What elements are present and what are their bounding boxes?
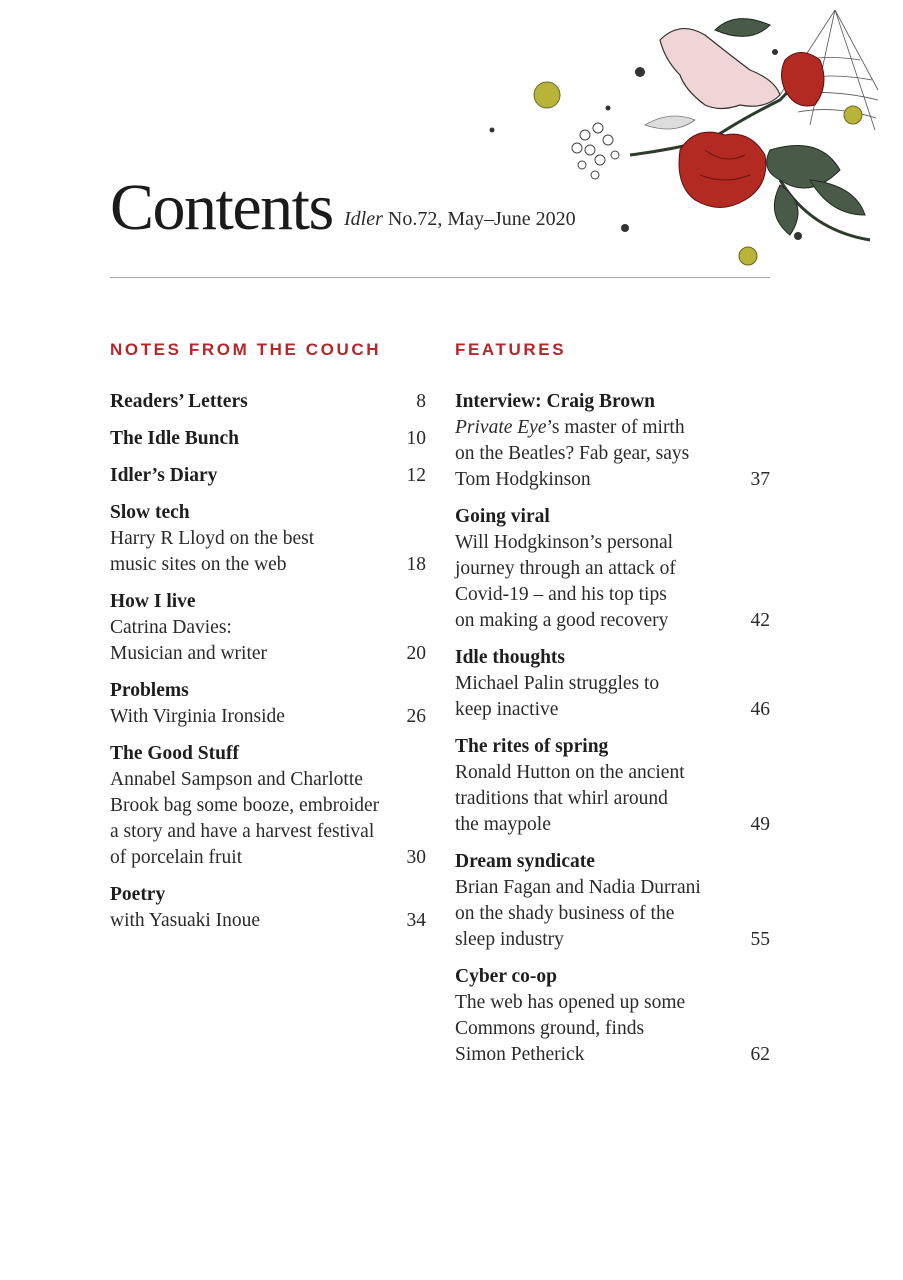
contents-entry[interactable] [455, 504, 770, 634]
entry-title: Slow tech [110, 502, 190, 523]
section-title-notes: NOTES FROM THE COUCH [110, 340, 382, 359]
contents-entry[interactable] [110, 463, 426, 489]
contents-entry[interactable] [110, 389, 426, 415]
page-number: 46 [750, 699, 770, 720]
page-number: 26 [406, 706, 426, 727]
entry-description-text: Will Hodgkinson’s personal journey through an attack of Covid-19 – and his top tips on making a good recovery [455, 532, 676, 631]
entry-title: Problems [110, 680, 189, 701]
entry-description [455, 415, 770, 493]
entry-title: Idle thoughts [455, 647, 565, 668]
entry-description-text: Brian Fagan and Nadia Durrani on the shady business of the sleep industry [455, 877, 701, 950]
page-number: 12 [406, 465, 426, 486]
entry-title: The Good Stuff [110, 743, 239, 764]
flower-hand-illustration [480, 0, 903, 280]
page-number: 18 [406, 554, 426, 575]
entry-description-italic: Private Eye [455, 417, 547, 438]
contents-entry[interactable] [110, 741, 426, 871]
entry-title: Interview: Craig Brown [455, 391, 656, 412]
entry-title: How I live [110, 591, 196, 612]
contents-entry[interactable] [455, 849, 770, 953]
page-number: 30 [406, 847, 426, 868]
entry-title: The rites of spring [455, 736, 609, 757]
contents-entry[interactable] [455, 645, 770, 723]
contents-entry[interactable] [455, 389, 770, 493]
entry-description-text: Annabel Sampson and Charlotte Brook bag some booze, embroider a story and have a harvest festival of porcelain fruit [110, 769, 380, 868]
page-number: 8 [416, 391, 426, 412]
hand-icon [660, 29, 780, 109]
entry-description-text: Michael Palin struggles to keep inactive [455, 673, 660, 720]
features-column [455, 338, 770, 1079]
white-flower-cluster-icon [572, 123, 619, 179]
page-number: 20 [406, 643, 426, 664]
page-number: 37 [750, 469, 770, 490]
entry-description [110, 704, 426, 730]
entry-description-text: with Yasuaki Inoue [110, 910, 261, 931]
entry-description [455, 760, 770, 838]
entry-title: Cyber co-op [455, 966, 558, 987]
magazine-name: Idler [344, 208, 383, 230]
issue-line [344, 208, 576, 231]
page-number: 34 [406, 910, 426, 931]
entry-description [110, 615, 426, 667]
entry-description-text: With Virginia Ironside [110, 706, 285, 727]
page-number: 10 [406, 428, 426, 449]
contents-entry[interactable] [110, 426, 426, 452]
entry-description-text: Harry R Lloyd on the best music sites on the web [110, 528, 315, 575]
contents-entry[interactable] [455, 964, 770, 1068]
entry-description-text: The web has opened up some Commons ground, finds Simon Petherick [455, 992, 686, 1065]
section-title-features: FEATURES [455, 340, 567, 359]
entry-description [110, 526, 426, 578]
contents-entry[interactable] [455, 734, 770, 838]
entry-description [110, 767, 426, 871]
page-number: 49 [750, 814, 770, 835]
entry-title: Idler’s Diary [110, 465, 218, 486]
page-number: 55 [750, 929, 770, 950]
entry-description-text: ’s master of mirth on the Beatles? Fab gear, says Tom Hodgkinson [455, 417, 690, 490]
entry-title: Readers’ Letters [110, 391, 248, 412]
entry-description [455, 671, 770, 723]
entry-description-text: Catrina Davies: Musician and writer [110, 617, 268, 664]
entry-description [110, 908, 426, 934]
features-entry-list [455, 389, 770, 1068]
contents-entry[interactable] [110, 500, 426, 578]
page-title: Contents [110, 171, 333, 244]
issue-info: No.72, May–June 2020 [382, 208, 576, 230]
entry-description [455, 990, 770, 1068]
entry-description [455, 875, 770, 953]
contents-entry[interactable] [110, 678, 426, 730]
entry-description [455, 530, 770, 634]
contents-entry[interactable] [110, 589, 426, 667]
entry-title: Dream syndicate [455, 851, 595, 872]
page-number: 62 [750, 1044, 770, 1065]
entry-description-text: Ronald Hutton on the ancient traditions that whirl around the maypole [455, 762, 685, 835]
entry-title: Going viral [455, 506, 550, 527]
entry-title: The Idle Bunch [110, 428, 239, 449]
entry-title: Poetry [110, 884, 166, 905]
contents-entry[interactable] [110, 882, 426, 934]
header-divider [110, 277, 770, 278]
page-number: 42 [750, 610, 770, 631]
notes-entry-list [110, 389, 426, 934]
notes-column [110, 338, 426, 945]
